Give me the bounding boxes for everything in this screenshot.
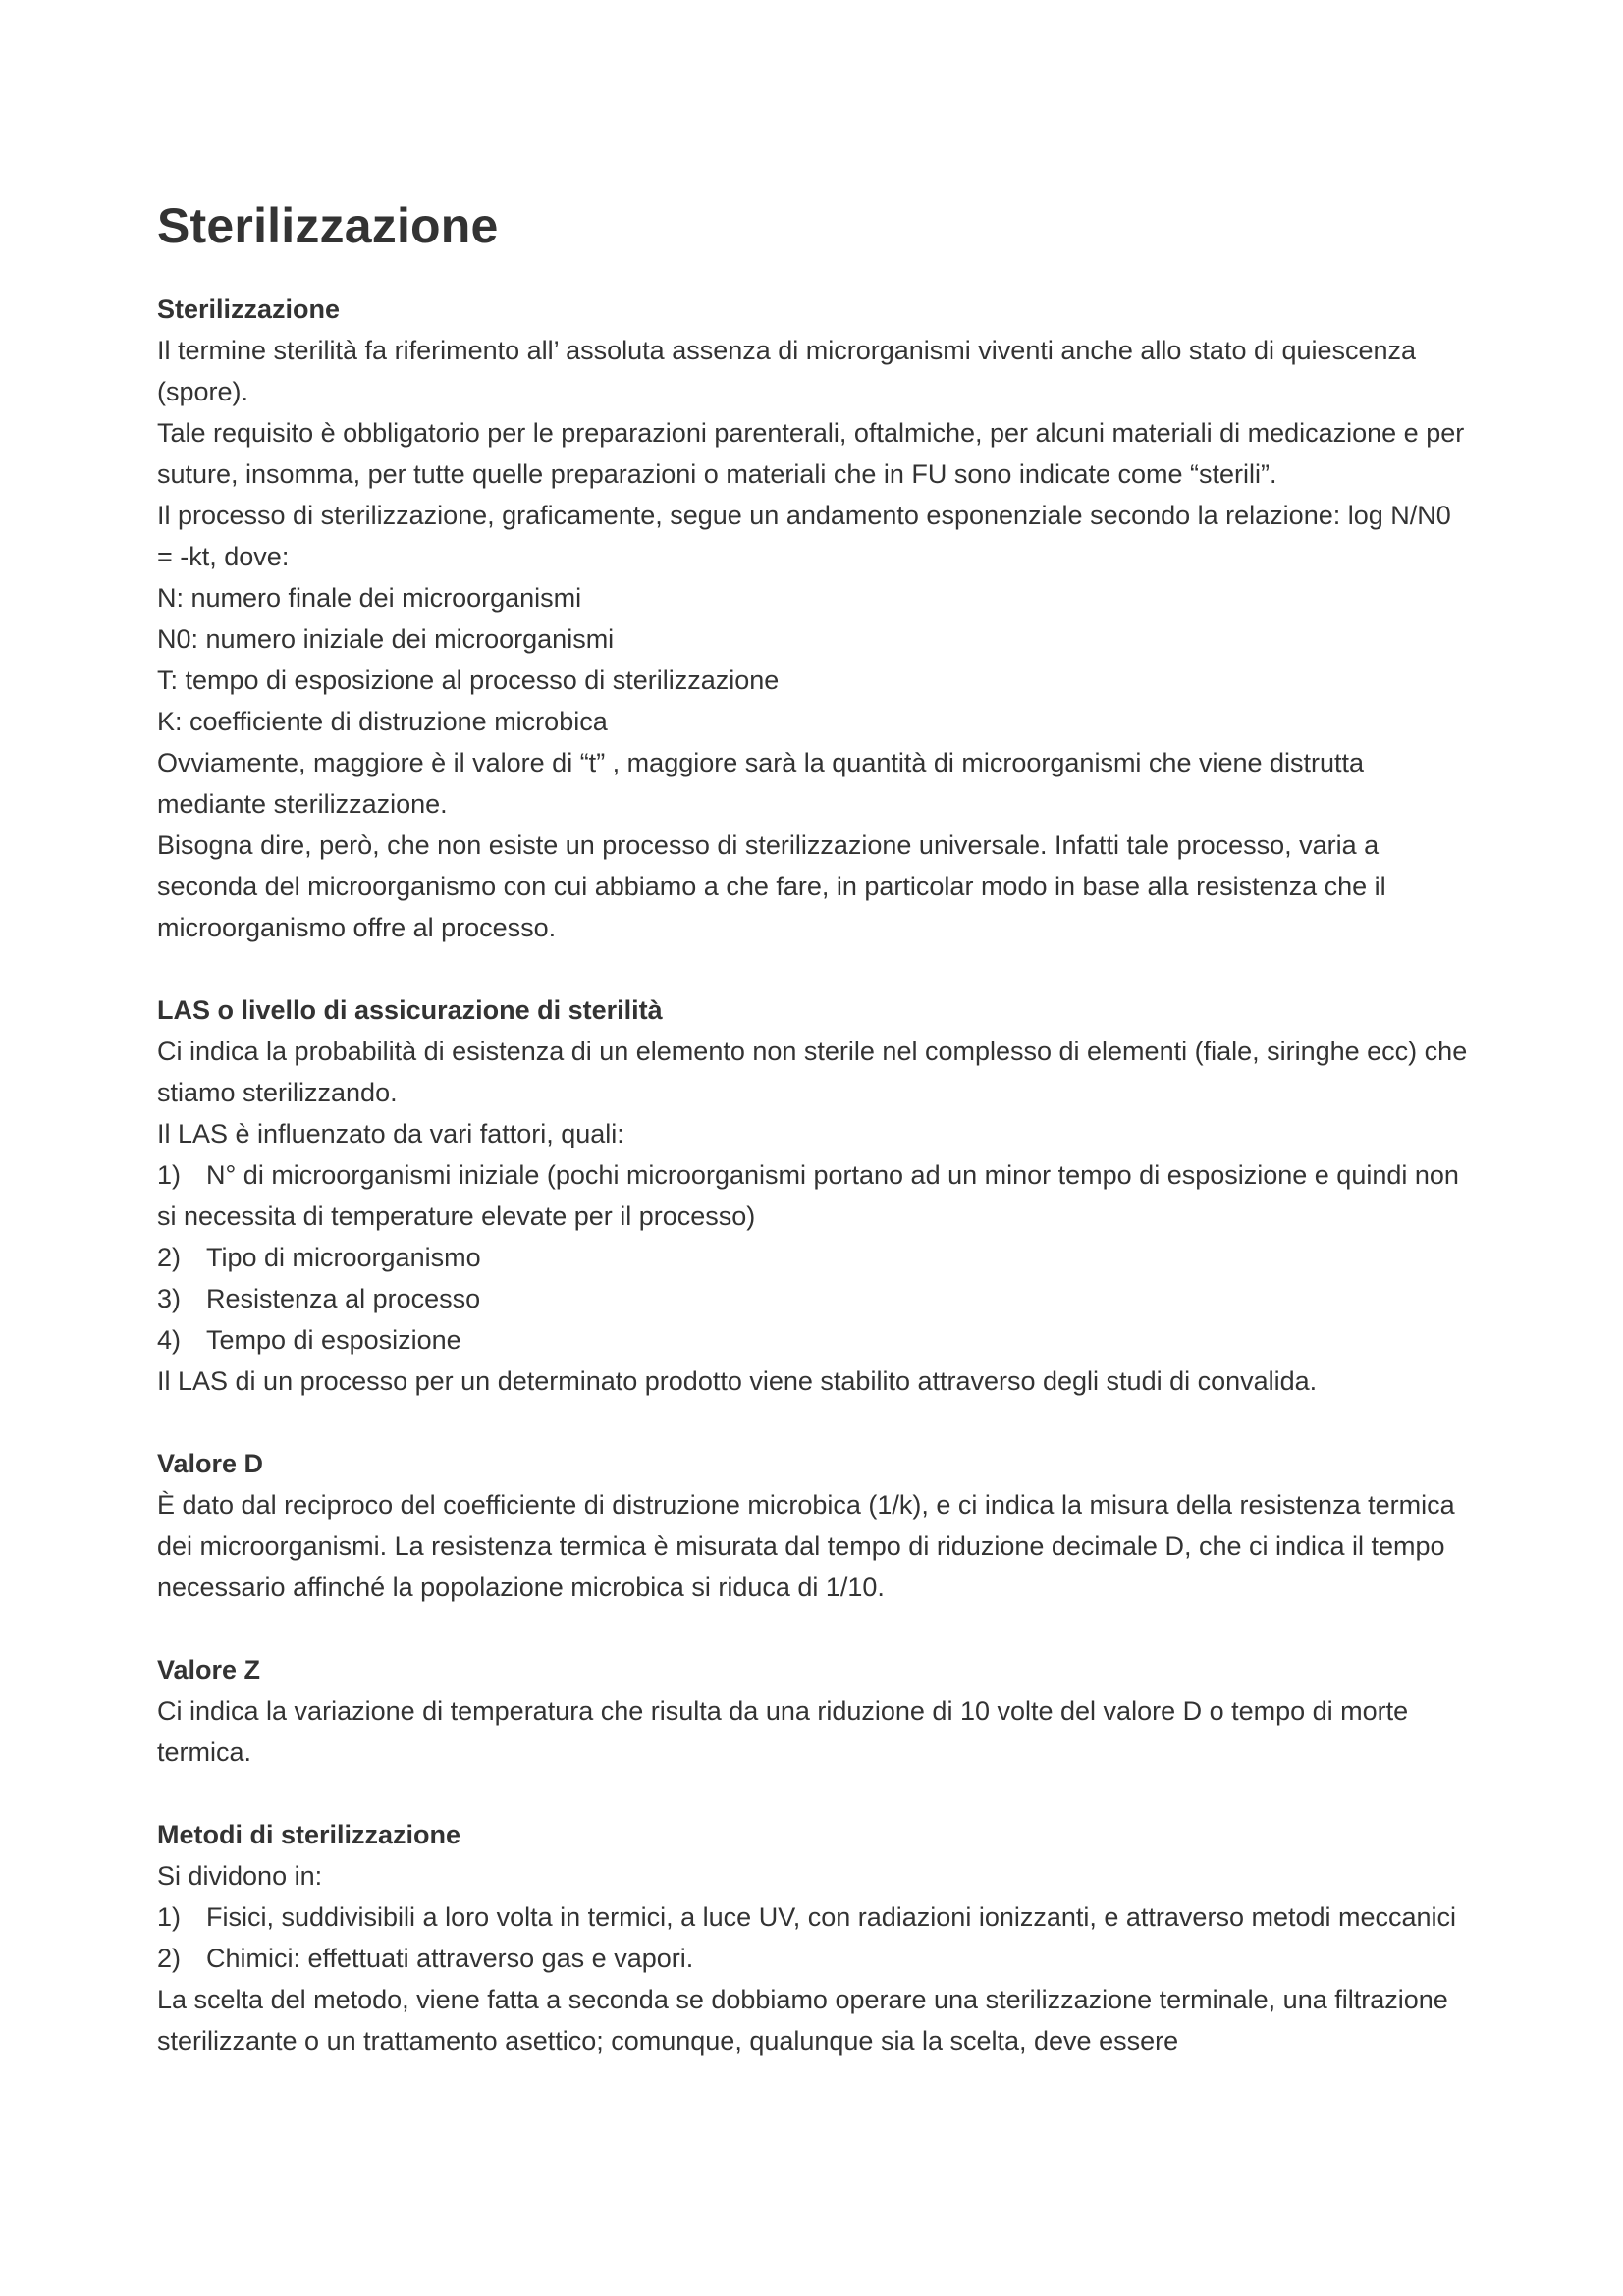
section-valore-d bbox=[157, 1443, 1473, 1608]
list-item bbox=[157, 1896, 1473, 1938]
list-item bbox=[157, 1319, 1473, 1361]
definition-line: K: coefficiente di distruzione microbica bbox=[157, 707, 608, 736]
section-sterilizzazione bbox=[157, 289, 1473, 948]
document-page bbox=[157, 192, 1473, 2061]
list-number: 2) bbox=[157, 1944, 182, 1973]
section-valore-z bbox=[157, 1649, 1473, 1773]
list-number: 1) bbox=[157, 1902, 182, 1932]
section-heading: Valore Z bbox=[157, 1655, 261, 1684]
list-item-text: Fisici, suddivisibili a loro volta in termici, a luce UV, con radiazioni ionizzanti, e attraverso metodi meccanici bbox=[206, 1902, 1457, 1932]
definition-line: N0: numero iniziale dei microorganismi bbox=[157, 624, 615, 654]
definition-line: T: tempo di esposizione al processo di sterilizzazione bbox=[157, 666, 780, 695]
list-item bbox=[157, 1237, 1473, 1278]
paragraph: Ovviamente, maggiore è il valore di “t” , maggiore sarà la quantità di microorganismi che viene distrutta mediante sterilizzazione. bbox=[157, 748, 1365, 819]
section-las bbox=[157, 989, 1473, 1402]
paragraph: Ci indica la probabilità di esistenza di un elemento non sterile nel complesso di elementi (fiale, siringhe ecc) che stiamo sterilizzando. bbox=[157, 1037, 1468, 1107]
paragraph: La scelta del metodo, viene fatta a seconda se dobbiamo operare una sterilizzazione terminale, una filtrazione sterilizzante o un trattamento asettico; comunque, qualunque sia la scelta, deve essere bbox=[157, 1985, 1448, 2056]
list-item bbox=[157, 1154, 1473, 1237]
section-heading: Metodi di sterilizzazione bbox=[157, 1820, 461, 1849]
document-title: Sterilizzazione bbox=[157, 198, 499, 253]
list-item bbox=[157, 1278, 1473, 1319]
list-item-text: Resistenza al processo bbox=[206, 1284, 481, 1313]
definition-line: N: numero finale dei microorganismi bbox=[157, 583, 582, 613]
list-number: 4) bbox=[157, 1325, 182, 1355]
paragraph: Il termine sterilità fa riferimento all’ assoluta assenza di microrganismi viventi anche allo stato di quiescenza (spore). bbox=[157, 336, 1417, 406]
paragraph: Si dividono in: bbox=[157, 1861, 323, 1891]
paragraph: Tale requisito è obbligatorio per le preparazioni parenterali, oftalmiche, per alcuni materiali di medicazione e per suture, insomma, per tutte quelle preparazioni o materiali che in FU sono indicate come “sterili”. bbox=[157, 418, 1465, 489]
section-heading: Sterilizzazione bbox=[157, 294, 341, 324]
list-number: 2) bbox=[157, 1243, 182, 1272]
list-item-text: Chimici: effettuati attraverso gas e vapori. bbox=[206, 1944, 694, 1973]
paragraph: Il LAS è influenzato da vari fattori, quali: bbox=[157, 1119, 624, 1148]
paragraph: È dato dal reciproco del coefficiente di distruzione microbica (1/k), e ci indica la misura della resistenza termica dei microorganismi. La resistenza termica è misurata dal tempo di riduzione decimale D, che ci indica il tempo necessario affinché la popolazione microbica si riduca di 1/10. bbox=[157, 1490, 1455, 1602]
section-metodi bbox=[157, 1814, 1473, 2061]
paragraph: Il processo di sterilizzazione, graficamente, segue un andamento esponenziale secondo la relazione: log N/N0 = -kt, dove: bbox=[157, 501, 1451, 571]
paragraph: Bisogna dire, però, che non esiste un processo di sterilizzazione universale. Infatti tale processo, varia a seconda del microorganismo con cui abbiamo a che fare, in particolar modo in base alla resistenza che il microorganismo offre al processo. bbox=[157, 830, 1386, 942]
section-heading: LAS o livello di assicurazione di sterilità bbox=[157, 995, 663, 1025]
list-item-text: Tipo di microorganismo bbox=[206, 1243, 481, 1272]
section-heading: Valore D bbox=[157, 1449, 264, 1478]
list-item bbox=[157, 1938, 1473, 1979]
paragraph: Il LAS di un processo per un determinato prodotto viene stabilito attraverso degli studi di convalida. bbox=[157, 1366, 1318, 1396]
list-item-text: Tempo di esposizione bbox=[206, 1325, 461, 1355]
list-number: 1) bbox=[157, 1160, 182, 1190]
paragraph: Ci indica la variazione di temperatura che risulta da una riduzione di 10 volte del valore D o tempo di morte termica. bbox=[157, 1696, 1409, 1767]
list-number: 3) bbox=[157, 1284, 182, 1313]
list-item-text: N° di microorganismi iniziale (pochi microorganismi portano ad un minor tempo di esposizione e quindi non si necessita di temperature elevate per il processo) bbox=[157, 1160, 1459, 1231]
